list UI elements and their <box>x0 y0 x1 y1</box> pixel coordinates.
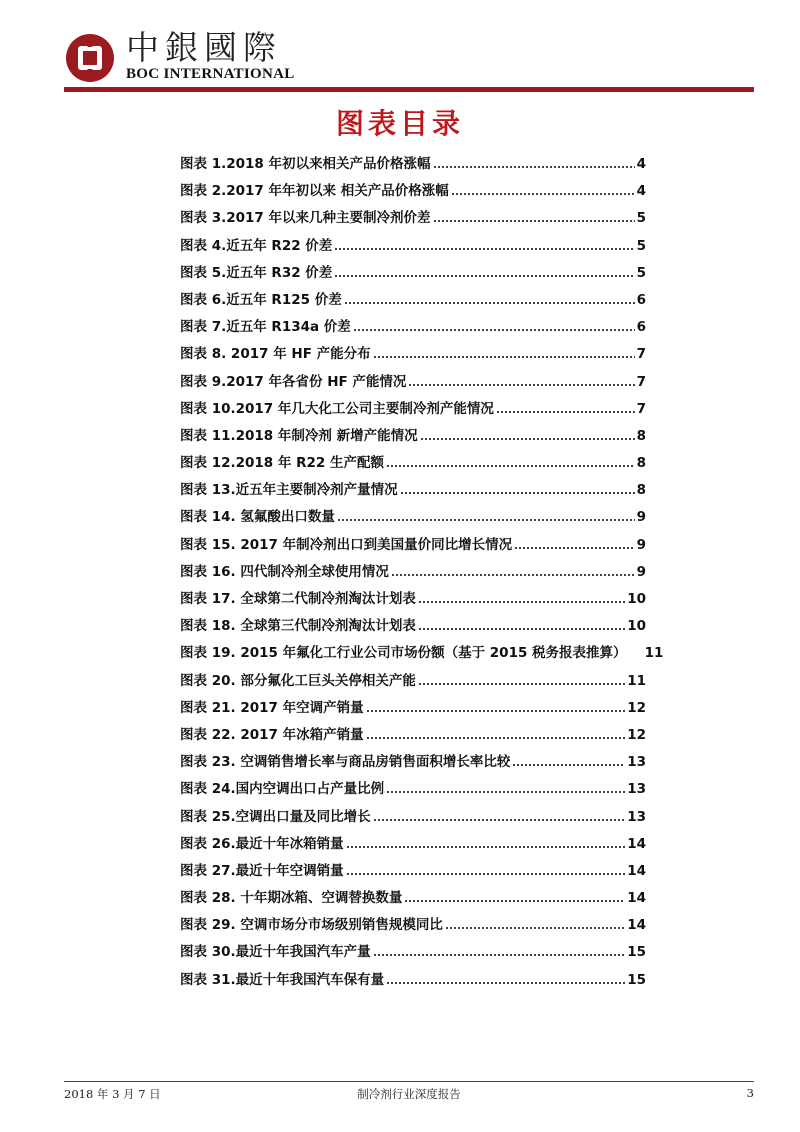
toc-entry[interactable] <box>180 152 646 179</box>
footer-document-title: 制冷剂行业深度报告 <box>357 1087 461 1101</box>
toc-entry[interactable] <box>180 533 646 560</box>
toc-dot-leader <box>386 453 635 467</box>
toc-entry-title: 图表 2.2017 年年初以来 相关产品价格涨幅 <box>180 183 449 200</box>
toc-entry-page: 10 <box>627 618 646 635</box>
toc-dot-leader <box>391 562 635 576</box>
toc-entry-title: 图表 18. 全球第三代制冷剂淘汰计划表 <box>180 618 416 635</box>
toc-entry-page: 14 <box>627 890 646 907</box>
toc-entry[interactable] <box>180 424 646 451</box>
toc-entry-title: 图表 7.近五年 R134a 价差 <box>180 319 351 336</box>
toc-entry-title: 图表 15. 2017 年制冷剂出口到美国量价同比增长情况 <box>180 536 513 553</box>
toc-entry-page: 5 <box>636 237 646 254</box>
toc-entry-page: 7 <box>636 373 646 390</box>
logo-english-name: BOC INTERNATIONAL <box>126 66 295 82</box>
toc-entry[interactable] <box>180 859 646 886</box>
toc-entry[interactable] <box>180 234 646 261</box>
toc-dot-leader <box>337 507 635 521</box>
toc-entry-title: 图表 4.近五年 R22 价差 <box>180 237 333 254</box>
toc-dot-leader <box>373 942 626 956</box>
toc-entry-page: 13 <box>627 808 646 825</box>
header-divider <box>64 87 754 92</box>
toc-entry-title: 图表 26.最近十年冰箱销量 <box>180 835 344 852</box>
toc-entry-title: 图表 11.2018 年制冷剂 新增产能情况 <box>180 427 418 444</box>
toc-entry-title: 图表 25.空调出口量及同比增长 <box>180 808 371 825</box>
toc-dot-leader <box>514 535 635 549</box>
boc-logo-icon <box>64 32 116 84</box>
toc-entry[interactable] <box>180 342 646 369</box>
toc-entry-title: 图表 8. 2017 年 HF 产能分布 <box>180 346 371 363</box>
toc-entry-page: 7 <box>636 400 646 417</box>
toc-entry-page: 14 <box>627 862 646 879</box>
toc-entry-page: 4 <box>636 156 646 172</box>
toc-dot-leader <box>346 834 626 848</box>
toc-entry-page: 13 <box>627 754 646 771</box>
toc-entry-page: 11 <box>627 672 646 689</box>
toc-dot-leader <box>445 915 625 929</box>
toc-entry-title: 图表 30.最近十年我国汽车产量 <box>180 944 371 961</box>
toc-entry-title: 图表 16. 四代制冷剂全球使用情况 <box>180 563 389 580</box>
toc-dot-leader <box>346 861 626 875</box>
toc-entry[interactable] <box>180 968 646 995</box>
toc-entry-page: 15 <box>627 944 646 961</box>
toc-entry[interactable] <box>180 886 646 913</box>
toc-entry-page: 5 <box>636 264 646 281</box>
toc-entry[interactable] <box>180 370 646 397</box>
toc-entry[interactable] <box>180 206 646 233</box>
toc-entry[interactable] <box>180 832 646 859</box>
toc-entry-page: 8 <box>636 482 646 499</box>
toc-dot-leader <box>418 671 625 685</box>
toc-entry-title: 图表 10.2017 年几大化工公司主要制冷剂产能情况 <box>180 400 494 417</box>
toc-entry-title: 图表 24.国内空调出口占产量比例 <box>180 781 385 798</box>
toc-dot-leader <box>366 725 626 739</box>
toc-entry[interactable] <box>180 750 646 777</box>
toc-dot-leader <box>366 698 626 712</box>
toc-entry[interactable] <box>180 614 646 641</box>
toc-dot-leader <box>496 399 635 413</box>
toc-entry-page: 15 <box>627 971 646 988</box>
toc-entry-title: 图表 19. 2015 年氟化工行业公司市场份额（基于 2015 税务报表推算） <box>180 645 627 662</box>
toc-entry-page: 14 <box>627 917 646 934</box>
toc-entry-title: 图表 28. 十年期冰箱、空调替换数量 <box>180 890 403 907</box>
toc-entry-page: 10 <box>627 591 646 607</box>
toc-entry-page: 6 <box>636 291 646 308</box>
toc-entry[interactable] <box>180 777 646 804</box>
toc-entry[interactable] <box>180 723 646 750</box>
toc-entry[interactable] <box>180 451 646 478</box>
toc-entry-page: 6 <box>636 319 646 336</box>
toc-dot-leader <box>420 426 635 440</box>
toc-entry-page: 12 <box>627 699 646 716</box>
toc-entry[interactable] <box>180 805 646 832</box>
toc-entry-title: 图表 12.2018 年 R22 生产配额 <box>180 455 384 472</box>
toc-entry-title: 图表 23. 空调销售增长率与商品房销售面积增长率比较 <box>180 754 511 771</box>
toc-dot-leader <box>373 807 626 821</box>
toc-entry-title: 图表 21. 2017 年空调产销量 <box>180 699 364 716</box>
toc-entry[interactable] <box>180 940 646 967</box>
toc-entry-page: 9 <box>636 509 646 526</box>
toc-entry-page: 11 <box>644 645 664 662</box>
toc-entry[interactable] <box>180 478 646 505</box>
toc-dot-leader <box>334 263 634 277</box>
toc-dot-leader <box>386 970 625 984</box>
toc-dot-leader <box>353 317 635 331</box>
toc-entry[interactable] <box>180 505 646 532</box>
footer-divider <box>64 1081 754 1082</box>
toc-dot-leader <box>512 752 625 766</box>
table-of-contents <box>180 152 664 995</box>
toc-entry[interactable] <box>180 696 646 723</box>
toc-entry-title: 图表 29. 空调市场分市场级别销售规模同比 <box>180 917 443 934</box>
toc-entry-title: 图表 31.最近十年我国汽车保有量 <box>180 971 385 988</box>
page-title: 图表目录 <box>335 107 464 140</box>
header <box>64 28 754 90</box>
toc-entry[interactable] <box>180 397 646 424</box>
toc-entry-page: 5 <box>636 210 646 227</box>
toc-dot-leader <box>408 372 634 386</box>
toc-dot-leader <box>386 779 625 793</box>
toc-entry-page: 14 <box>627 835 646 852</box>
toc-dot-leader <box>433 154 635 168</box>
toc-entry[interactable] <box>180 641 664 668</box>
toc-entry-title: 图表 20. 部分氟化工巨头关停相关产能 <box>180 672 416 689</box>
toc-entry[interactable] <box>180 560 646 587</box>
toc-dot-leader <box>433 208 635 222</box>
toc-dot-leader <box>418 616 625 630</box>
logo-chinese-name: 中銀國際 <box>126 28 282 67</box>
toc-entry-title: 图表 5.近五年 R32 价差 <box>180 264 333 281</box>
toc-dot-leader <box>334 236 634 250</box>
toc-entry-title: 图表 9.2017 年各省份 HF 产能情况 <box>180 373 407 390</box>
toc-dot-leader <box>400 480 635 494</box>
toc-entry-title: 图表 1.2018 年初以来相关产品价格涨幅 <box>180 156 431 172</box>
toc-dot-leader <box>418 589 625 603</box>
toc-entry-page: 4 <box>636 183 646 200</box>
toc-entry-title: 图表 22. 2017 年冰箱产销量 <box>180 726 364 743</box>
toc-entry-title: 图表 17. 全球第二代制冷剂淘汰计划表 <box>180 591 416 607</box>
footer-date: 2018 年 3 月 7 日 <box>64 1087 161 1101</box>
toc-entry-title: 图表 14. 氢氟酸出口数量 <box>180 509 335 526</box>
toc-entry-page: 9 <box>636 536 646 553</box>
toc-entry-page: 13 <box>627 781 646 798</box>
toc-dot-leader <box>451 181 635 195</box>
footer-page-number: 3 <box>746 1086 754 1100</box>
toc-dot-leader <box>629 643 643 657</box>
toc-entry[interactable] <box>180 913 646 940</box>
toc-entry-page: 12 <box>627 726 646 743</box>
toc-dot-leader <box>344 290 635 304</box>
toc-entry[interactable] <box>180 179 646 206</box>
toc-entry[interactable] <box>180 669 646 696</box>
toc-entry-title: 图表 27.最近十年空调销量 <box>180 862 344 879</box>
toc-entry[interactable] <box>180 315 646 342</box>
toc-entry-title: 图表 13.近五年主要制冷剂产量情况 <box>180 482 398 499</box>
toc-dot-leader <box>404 888 625 902</box>
toc-entry-page: 8 <box>636 427 646 444</box>
toc-entry-title: 图表 6.近五年 R125 价差 <box>180 291 342 308</box>
toc-entry-page: 7 <box>636 346 646 363</box>
toc-entry-page: 8 <box>636 455 646 472</box>
toc-entry[interactable] <box>180 288 646 315</box>
toc-dot-leader <box>373 344 635 358</box>
toc-entry[interactable] <box>180 587 646 614</box>
toc-entry[interactable] <box>180 261 646 288</box>
toc-entry-page: 9 <box>636 563 646 580</box>
toc-entry-title: 图表 3.2017 年以来几种主要制冷剂价差 <box>180 210 431 227</box>
